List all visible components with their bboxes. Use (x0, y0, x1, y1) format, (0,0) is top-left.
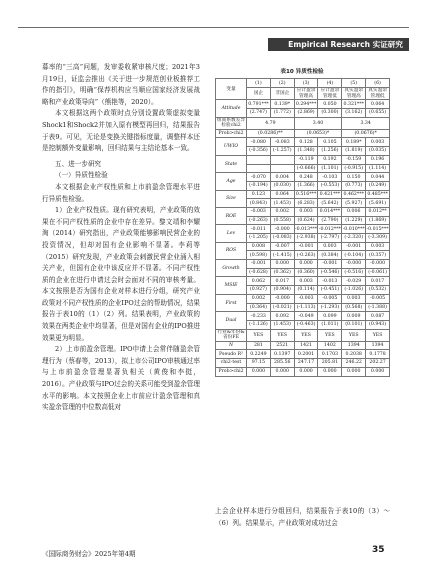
coef-cell: 0.087 (366, 312, 390, 321)
coef-cell: 0.791*** (248, 101, 269, 107)
tstat-cell: (1.453) (270, 320, 294, 329)
coef-cell: -0.001 (294, 242, 318, 251)
prob-chi2-cell: 0.000 (294, 367, 318, 376)
tstat-cell: (2.747) (247, 108, 271, 117)
coef-cell: 0.003 (294, 277, 318, 286)
tstat-cell: (1.366) (294, 181, 318, 190)
coef-cell: -0.015*** (366, 226, 389, 232)
tstat-cell: (5.642) (318, 199, 342, 208)
prob-cell: (0.0653)* (294, 129, 342, 138)
coef-cell: 0.000 (294, 260, 318, 269)
table-title: 表10 异质性检验 (280, 69, 324, 75)
coef-cell: -0.000 (270, 225, 294, 234)
paragraph-5: 2）上市前盈余管理。IPO申请上会常伴随盈余管理行为（蔡春等，2013），拟上市公司IPO审核通过率与上市前盈余管理显著负相关（黄俊和李挺，2016）。产业政策与IPO过会的关系可能受到盈余管理水平的影响。本文按照企业上市前应计盈余管理和真实盈余管理的中位数高低对 (42, 345, 200, 412)
coef-cell: -0.011 (247, 225, 271, 234)
n-cell: 1394 (366, 341, 390, 350)
journal-footer: 《国际商务财会》2025年第4期 (42, 550, 136, 558)
tstat-cell: (-0.915) (342, 164, 366, 173)
tstat-cell: (5.927) (342, 199, 366, 208)
tstat-cell: (-0.263) (294, 251, 318, 260)
row-label-ros: ROS (216, 242, 247, 259)
coef-cell: 0.050 (318, 100, 342, 109)
tstat-cell: (0.943) (366, 320, 390, 329)
tstat-cell: (-1.126) (247, 320, 271, 329)
coef-cell: 0.012** (366, 207, 390, 216)
tstat-cell: (0.030) (270, 181, 294, 190)
coef-cell: -0.159 (342, 155, 366, 164)
prob-chi2-cell: 0.000 (318, 367, 342, 376)
left-text-column (42, 62, 200, 414)
tstat-cell: (0.362) (270, 268, 294, 277)
coef-cell: -0.029 (342, 277, 366, 286)
tstat-cell (247, 164, 271, 173)
coef-cell: -0.003 (247, 207, 271, 216)
tstat-cell: (0.558) (270, 216, 294, 225)
coef-cell: -0.010*** (342, 226, 365, 232)
col-num: (4) (318, 79, 342, 88)
fe-cell: YES (342, 329, 366, 341)
paragraph-2: 本文根据这两个政策时点分别设置政策虚拟变量Shock1和Shock2并加入原有模型再回归，结果报告于表9。可见，无论是变换关键指标度量，调整样本还是控制额外变量影响，回归结果与主结论基本一致。 (42, 109, 200, 153)
row-label-chi2: chi2-test (216, 359, 247, 368)
tstat-cell: (-0.463) (294, 320, 318, 329)
coef-cell: 0.105 (318, 138, 342, 147)
coef-cell: 0.000 (270, 260, 294, 269)
paragraph-3: 本文根据企业产权性质和上市前盈余管理水平进行异质性检验。 (42, 182, 200, 203)
chi2-cell: 205.81 (318, 359, 342, 368)
diff-cell: 3.40 (294, 117, 342, 129)
coef-cell: -0.000 (342, 260, 366, 269)
row-label-roe: ROE (216, 207, 247, 224)
chi2-cell: 285.56 (270, 359, 294, 368)
r2-cell: 0.1778 (366, 350, 390, 359)
tstat-cell: (0.598) (247, 251, 271, 260)
col-name: 真实盈余管理高 (342, 88, 366, 100)
col-num: (1) (247, 79, 271, 88)
tstat-cell: (-0.546) (318, 268, 342, 277)
tstat-cell: (0.300) (318, 108, 342, 117)
tstat-cell: (-0.083) (270, 234, 294, 243)
coef-cell: 0.485*** (367, 191, 388, 197)
n-cell: 1402 (318, 341, 342, 350)
coef-cell: 0.092 (270, 312, 294, 321)
coef-cell (270, 155, 294, 164)
prob-chi2-cell: 0.000 (270, 367, 294, 376)
coef-cell: 0.099 (318, 312, 342, 321)
tstat-cell: (0.904) (270, 286, 294, 295)
tstat-cell: (0.624) (294, 216, 318, 225)
tstat-cell: (0.655) (366, 108, 390, 117)
tstat-cell (270, 164, 294, 173)
row-label-dual: Dual (216, 312, 247, 329)
col-num: (2) (270, 79, 294, 88)
chi2-cell: 97.15 (247, 359, 271, 368)
coef-cell: 0.003 (294, 207, 318, 216)
n-cell: 1421 (294, 341, 318, 350)
coef-cell: 0.294*** (295, 101, 317, 107)
tstat-cell: (1.819) (342, 147, 366, 156)
coef-cell: 0.321*** (343, 101, 364, 107)
coef-cell: 0.123 (247, 190, 271, 199)
prob-cell: (0.0286)** (247, 129, 295, 138)
tstat-cell: (-1.026) (342, 286, 366, 295)
coef-cell: 0.017 (270, 277, 294, 286)
coef-cell: 0.516*** (295, 191, 317, 197)
coef-cell: -0.013*** (295, 226, 318, 232)
coef-cell: 0.009 (342, 312, 366, 321)
row-label-growth: Growth (216, 260, 247, 277)
fe-cell: YES (294, 329, 318, 341)
tstat-cell: (0.360) (294, 268, 318, 277)
r2-cell: 0.2249 (247, 350, 271, 359)
tstat-cell: (-0.666) (294, 164, 318, 173)
tstat-cell: (2.790) (318, 216, 342, 225)
coef-cell: 0.189* (342, 138, 366, 147)
tstat-cell: (-1.205) (247, 234, 271, 243)
r2-cell: 0.2038 (342, 350, 366, 359)
fe-cell: YES (247, 329, 271, 341)
diff-cell: 4.79 (247, 117, 295, 129)
tstat-cell: (0.249) (366, 181, 390, 190)
row-label-state: State (216, 155, 247, 172)
col-name: 国企 (247, 88, 271, 100)
tstat-cell: (1.256) (318, 147, 342, 156)
tstat-cell: (1.348) (294, 147, 318, 156)
coef-cell: -0.005 (318, 294, 342, 303)
coef-cell: 0.192 (318, 155, 342, 164)
tstat-cell: (-1.388) (366, 303, 390, 312)
tstat-cell: (-0.021) (270, 303, 294, 312)
section-heading: 五、进一步研究 (55, 159, 102, 168)
coef-cell: -0.049 (294, 312, 318, 321)
row-label-uwio: UWIO (216, 138, 247, 155)
coef-cell: -0.003 (294, 294, 318, 303)
tstat-cell: (0.532) (366, 286, 390, 295)
row-label-pseudo-r2: Pseudo R² (216, 350, 247, 359)
row-label-msie: MSIE (216, 277, 247, 294)
coef-cell: 0.196 (366, 155, 390, 164)
coef-cell: 0.003 (366, 138, 390, 147)
tstat-cell: (0.773) (342, 181, 366, 190)
coef-cell: -0.080 (247, 138, 271, 147)
tstat-cell: (-1.257) (270, 147, 294, 156)
heterogeneity-table (215, 78, 390, 377)
col-name: 应计盈余管理低 (318, 88, 342, 100)
coef-cell: 0.064 (366, 100, 390, 109)
tstat-cell: (5.691) (366, 199, 390, 208)
coef-cell: -0.001 (318, 260, 342, 269)
r2-cell: 0.1703 (318, 350, 342, 359)
coef-cell: -0.007 (270, 242, 294, 251)
coef-cell: -0.001 (342, 242, 366, 251)
coef-cell: 0.139* (270, 100, 294, 109)
fe-cell: YES (366, 329, 390, 341)
chi2-cell: 247.17 (294, 359, 318, 368)
col-num: (5) (342, 79, 366, 88)
header-variable: 变量 (216, 79, 247, 100)
fe-cell: YES (270, 329, 294, 341)
tstat-cell: (1.011) (318, 320, 342, 329)
chi2-cell: 202.27 (366, 359, 390, 368)
col-name: 非国企 (270, 88, 294, 100)
coef-cell: 0.150 (342, 173, 366, 182)
coef-cell: -0.000 (366, 260, 390, 269)
tstat-cell: (1.101) (318, 164, 342, 173)
coef-cell: 0.462*** (343, 191, 364, 197)
coef-cell: -0.083 (270, 138, 294, 147)
coef-cell: 0.017 (366, 277, 390, 286)
col-name: 真实盈余管理低 (366, 88, 390, 100)
coef-cell: -0.000 (270, 294, 294, 303)
coef-cell: 0.008 (247, 242, 271, 251)
n-cell: 281 (247, 341, 271, 350)
coef-cell: 0.006 (342, 207, 366, 216)
tstat-cell: (-0.356) (247, 147, 271, 156)
col-num: (3) (294, 79, 318, 88)
tstat-cell: (0.384) (318, 251, 342, 260)
page-number: 35 (372, 545, 385, 555)
coef-cell: -0.005 (366, 294, 390, 303)
tstat-cell: (1.772) (270, 108, 294, 117)
row-label-lev: Lev (216, 225, 247, 242)
coef-cell: -0.103 (318, 173, 342, 182)
tstat-cell: (-0.628) (247, 268, 271, 277)
coef-cell: 0.062 (247, 277, 271, 286)
tstat-cell: (-1.113) (294, 303, 318, 312)
coef-cell (247, 155, 271, 164)
prob-chi2-cell: 0.000 (247, 367, 271, 376)
tstat-cell: (-0.553) (318, 181, 342, 190)
diff-cell: 3.34 (342, 117, 390, 129)
row-label-n: N (216, 341, 247, 350)
tstat-cell: (-0.104) (342, 251, 366, 260)
coef-cell: -0.013 (318, 277, 342, 286)
prob-cell: (0.0676)* (342, 129, 390, 138)
coef-cell: -0.070 (247, 173, 271, 182)
tstat-cell: (1.453) (270, 199, 294, 208)
tstat-cell: (3.162) (342, 108, 366, 117)
n-cell: 2521 (270, 341, 294, 350)
tstat-cell: (0.364) (247, 303, 271, 312)
coef-cell: 0.004 (270, 173, 294, 182)
row-label-fe: 行业&年份&省份FE (217, 329, 245, 341)
coef-cell: 0.002 (247, 294, 271, 303)
tstat-cell: (-2.938) (294, 234, 318, 243)
coef-cell: -0.233 (247, 312, 271, 321)
coef-cell: 0.003 (318, 242, 342, 251)
col-num: (6) (366, 79, 390, 88)
tstat-cell: (-1.415) (270, 251, 294, 260)
row-label-prob: Prob>chi2 (216, 367, 247, 376)
n-cell: 1394 (342, 341, 366, 350)
running-header: Empirical Research 实证研究 (288, 40, 403, 49)
tstat-cell: (0.843) (247, 199, 271, 208)
tstat-cell: (-0.061) (366, 268, 390, 277)
tstat-cell: (-1.293) (318, 303, 342, 312)
tstat-cell: (0.927) (247, 286, 271, 295)
fe-cell: YES (318, 329, 342, 341)
coef-cell: -0.001 (247, 260, 271, 269)
tstat-cell: (6.283) (294, 199, 318, 208)
tstat-cell: (0.035) (366, 147, 390, 156)
coef-cell: 0.002 (270, 207, 294, 216)
tstat-cell: (-2.797) (318, 234, 342, 243)
tstat-cell: (-0.516) (342, 268, 366, 277)
coef-cell: -0.012*** (318, 226, 341, 232)
tstat-cell: (-0.194) (247, 181, 271, 190)
tstat-cell: (0.357) (366, 251, 390, 260)
coef-cell: 0.248 (294, 173, 318, 182)
tstat-cell: (-3.309) (366, 234, 390, 243)
right-column-text: 上会企业样本进行分组回归，结果报告于表10的（3）～（6）列。结果显示，产业政策对成功过会 (215, 507, 390, 527)
coef-cell: 0.003 (366, 242, 390, 251)
tstat-cell: (0.568) (342, 303, 366, 312)
tstat-cell: (-0.451) (318, 286, 342, 295)
r2-cell: 0.1397 (270, 350, 294, 359)
tstat-cell: (1.229) (342, 216, 366, 225)
coef-cell: 0.421*** (319, 191, 341, 197)
tstat-cell: (-2.320) (342, 234, 366, 243)
coef-cell: 0.014*** (319, 209, 341, 215)
col-name: 应计盈余管理高 (294, 88, 318, 100)
paragraph-4: 1）企业产权性质。现有研究表明，产业政策的效果在不同产权性质的企业中存在差异。黎文靖和李耀淘（2014）研究指出，产业政策能够影响民营企业的投资情况，但却对国有企业影响不显著。李莉等（2015）研究发现，产业政策会刺激民营企业涌入相关产业，但国有企业中该反应并不显著。不同产权性质的企业在进行申请过会时会面对不同的审核考量。本文按照是否为国有企业对样本进行分组，研究产业政策对不同产权性质的企业IPO过会的帮助情况，结果报告于表10的（1）（2）列。结果表明，产业政策的效果在两类企业中均显著，但是对国有企业的IPO推进效果更为明显。 (42, 206, 200, 342)
prob-chi2-cell: 0.000 (342, 367, 366, 376)
tstat-cell: (1.869) (366, 216, 390, 225)
tstat-cell: (-0.263) (247, 216, 271, 225)
row-label-size: Size (216, 190, 247, 207)
paragraph-1: 募率的“三高”问题，发审委收紧审核尺度；2021年3月19日，证监会推出《关于进一步规范创业板推荐工作的指引》，明确“保荐机构应当顺应国家经济发展战略和产业政策导向”（熊艳等，2020）。 (42, 63, 200, 106)
row-label-first: First (216, 294, 247, 311)
chi2-cell: 246.22 (342, 359, 366, 368)
header-rule (18, 27, 409, 28)
coef-cell: -0.119 (294, 155, 318, 164)
row-label-diff-test: 组间系数差异检验chi2 (216, 117, 246, 129)
tstat-cell: (0.114) (294, 286, 318, 295)
coef-cell: 0.128 (294, 138, 318, 147)
tstat-cell: (2.869) (294, 108, 318, 117)
prob-chi2-cell: 0.000 (366, 367, 390, 376)
coef-cell: 0.064 (270, 190, 294, 199)
row-label-attitude: Attitude (216, 100, 247, 117)
r2-cell: 0.2001 (294, 350, 318, 359)
subsection-heading: （一）异质性检验 (55, 171, 108, 180)
tstat-cell: (0.101) (342, 320, 366, 329)
coef-cell: 0.003 (342, 294, 366, 303)
row-label-prob-diff: Prob>chi2 (216, 129, 247, 138)
row-label-age: Age (216, 173, 247, 190)
coef-cell: 0.044 (366, 173, 390, 182)
tstat-cell: (1.114) (366, 164, 390, 173)
